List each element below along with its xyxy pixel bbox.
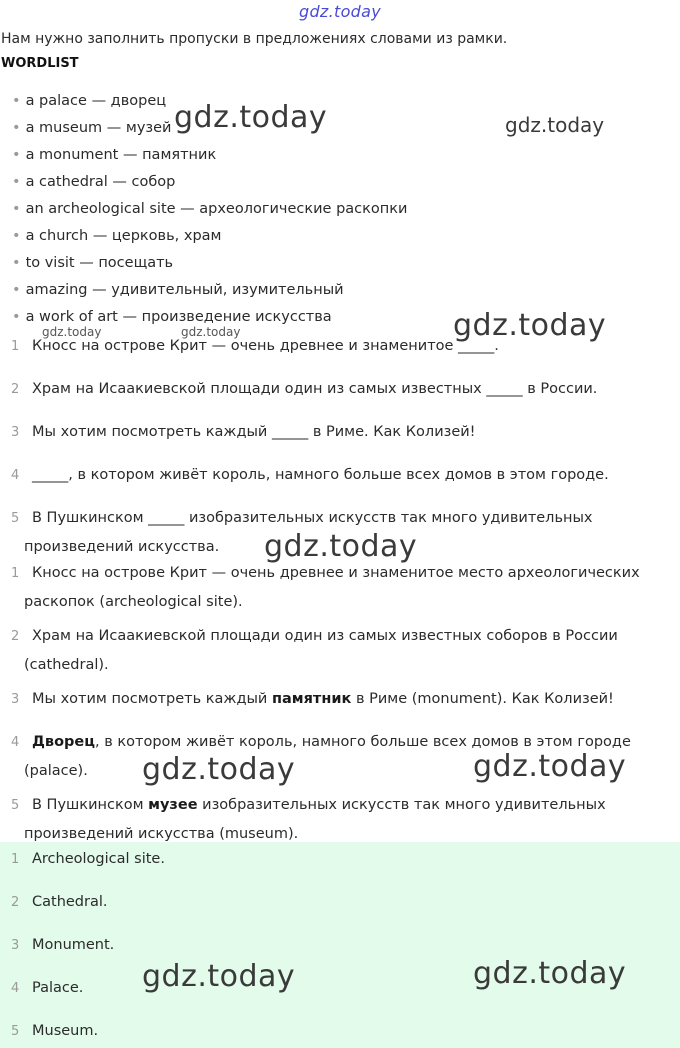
bullet-icon: • [12, 93, 21, 109]
short-answer-2: 2 Cathedral. [11, 894, 108, 910]
site-logo[interactable]: gdz.today [299, 2, 381, 21]
answer-1: 1 Кносс на острове Крит — очень древнее и знаменитое место археологических раскопок (archeological site). [11, 565, 640, 610]
bullet-icon: • [12, 255, 21, 271]
question-3: 3 Мы хотим посмотреть каждый _____ в Риме. Как Колизей! [11, 424, 476, 440]
answer-3: 3 Мы хотим посмотреть каждый памятник в Риме (monument). Как Колизей! [11, 691, 614, 707]
bullet-icon: • [12, 147, 21, 163]
short-answer-3: 3 Monument. [11, 937, 115, 953]
watermark: gdz.today [181, 325, 241, 339]
watermark: gdz.today [473, 956, 627, 991]
watermark: gdz.today [264, 529, 418, 564]
bullet-icon: • [12, 282, 21, 298]
watermark: gdz.today [142, 959, 296, 994]
question-1: 1 Кносс на острове Крит — очень древнее и знаменитое _____. [11, 338, 499, 354]
short-answer-5: 5 Museum. [11, 1023, 99, 1039]
list-item: • a palace — дворец [12, 93, 167, 109]
watermark: gdz.today [453, 308, 607, 343]
bullet-icon: • [12, 309, 21, 325]
list-item: • a museum — музей [12, 120, 172, 136]
question-2: 2 Храм на Исаакиевской площади один из самых известных _____ в России. [11, 381, 598, 397]
bullet-icon: • [12, 120, 21, 136]
bullet-icon: • [12, 201, 21, 217]
list-item: • an archeological site — археологические раскопки [12, 201, 408, 217]
bullet-icon: • [12, 174, 21, 190]
answer-2: 2 Храм на Исаакиевской площади один из самых известных соборов в России (cathedral). [11, 628, 618, 673]
list-item: • a monument — памятник [12, 147, 217, 163]
list-item: • a cathedral — собор [12, 174, 176, 190]
watermark: gdz.today [42, 325, 102, 339]
watermark: gdz.today [473, 749, 627, 784]
wordlist-title: WORDLIST [1, 56, 79, 71]
answer-5: 5 В Пушкинском музее изобразительных искусств так много удивительных произведений искусства (museum). [11, 797, 606, 842]
watermark: gdz.today [142, 752, 296, 787]
short-answer-1: 1 Archeological site. [11, 851, 165, 867]
answer-4: 4 Дворец, в котором живёт король, намного больше всех домов в этом городе (palace). [11, 734, 631, 779]
list-item: • a work of art — произведение искусства [12, 309, 332, 325]
watermark: gdz.today [505, 113, 605, 137]
question-4: 4 _____, в котором живёт король, намного больше всех домов в этом городе. [11, 467, 609, 483]
question-5: 5 В Пушкинском _____ изобразительных искусств так много удивительных произведений искусства. [11, 510, 593, 555]
intro-text: Нам нужно заполнить пропуски в предложениях словами из рамки. [1, 31, 508, 47]
watermark: gdz.today [174, 100, 328, 135]
list-item: • a church — церковь, храм [12, 228, 222, 244]
short-answer-4: 4 Palace. [11, 980, 84, 996]
list-item: • amazing — удивительный, изумительный [12, 282, 344, 298]
list-item: • to visit — посещать [12, 255, 174, 271]
bullet-icon: • [12, 228, 21, 244]
